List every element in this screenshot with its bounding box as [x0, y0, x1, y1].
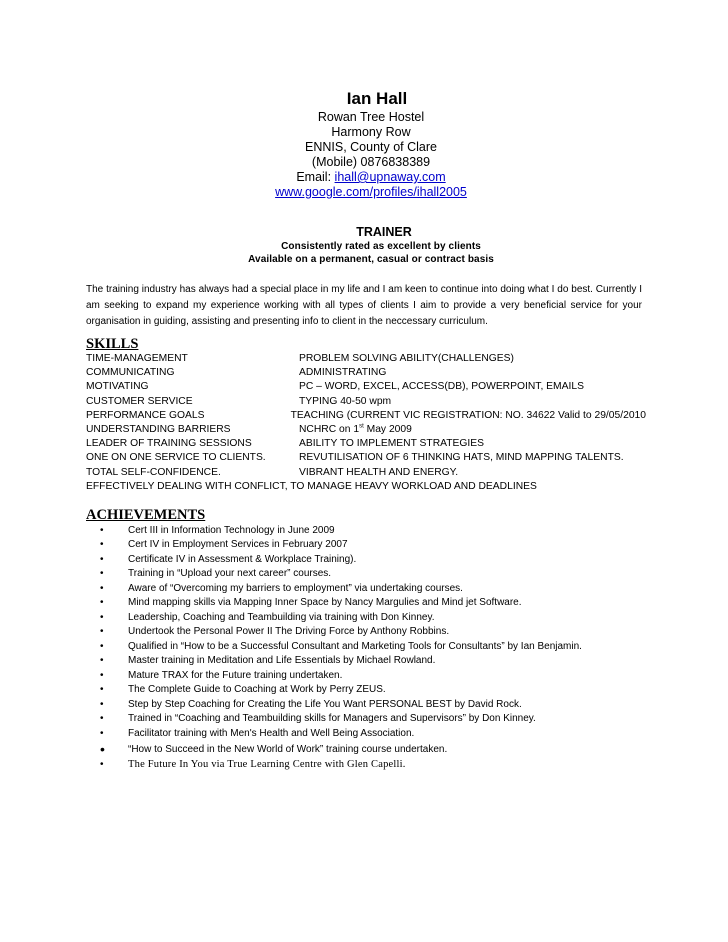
- list-item: • Training in “Upload your next career” courses.: [100, 568, 332, 580]
- bullet-icon: •: [100, 524, 104, 536]
- skills-row: [86, 466, 646, 480]
- bullet-icon: •: [100, 741, 105, 757]
- list-item: • The Complete Guide to Coaching at Work by Perry ZEUS.: [100, 684, 386, 696]
- skill-right: VIBRANT HEALTH AND ENERGY.: [299, 466, 459, 478]
- skills-row: [86, 380, 646, 394]
- achievements-list: [100, 523, 660, 772]
- list-item: • Undertook the Personal Power II The Driving Force by Anthony Robbins.: [100, 626, 450, 638]
- skill-left: PERFORMANCE GOALS: [86, 409, 205, 421]
- bullet-icon: •: [100, 727, 104, 739]
- list-item: • Qualified in “How to be a Successful Consultant and Marketing Tools for Consultants” by Ian Benjamin.: [100, 640, 582, 652]
- mobile-number: (Mobile) 0876838389: [311, 155, 431, 169]
- bullet-icon: •: [100, 553, 104, 565]
- bullet-icon: •: [100, 626, 104, 638]
- skill-left: CUSTOMER SERVICE: [86, 395, 193, 407]
- list-item: • Mind mapping skills via Mapping Inner Space by Nancy Margulies and Mind jet Software.: [100, 597, 522, 609]
- skill-left: UNDERSTANDING BARRIERS: [86, 424, 231, 436]
- contact-header: [258, 88, 484, 200]
- list-item: • Mature TRAX for the Future training undertaken.: [100, 669, 343, 681]
- skill-full: EFFECTIVELY DEALING WITH CONFLICT, TO MANAGE HEAVY WORKLOAD AND DEADLINES: [86, 480, 537, 492]
- skills-full-row: [86, 480, 646, 494]
- list-item: • Master training in Meditation and Life Essentials by Michael Rowland.: [100, 655, 436, 667]
- role-block: [230, 224, 512, 266]
- list-item: • Cert III in Information Technology in June 2009: [100, 524, 335, 536]
- candidate-name: Ian Hall: [346, 89, 408, 108]
- bullet-icon: •: [100, 539, 104, 551]
- achievements-heading: ACHIEVEMENTS: [86, 507, 206, 523]
- address-line-3: ENNIS, County of Clare: [305, 140, 437, 154]
- website-line: [258, 185, 484, 200]
- skill-left: MOTIVATING: [86, 381, 149, 393]
- list-item: • Trained in “Coaching and Teambuilding skills for Managers and Supervisors” by Don Kinney.: [100, 713, 536, 725]
- skills-row: [86, 352, 646, 366]
- role-title: TRAINER: [356, 225, 412, 239]
- skill-left: ONE ON ONE SERVICE TO CLIENTS.: [86, 452, 266, 464]
- email-line: [258, 170, 484, 185]
- bullet-icon: •: [100, 684, 104, 696]
- skill-right: TYPING 40-50 wpm: [299, 395, 392, 407]
- skill-left: COMMUNICATING: [86, 367, 175, 379]
- skill-left: LEADER OF TRAINING SESSIONS: [86, 438, 252, 450]
- skills-row: [86, 423, 646, 437]
- skills-row: [86, 366, 646, 380]
- bullet-icon: •: [100, 568, 104, 580]
- list-item: • Cert IV in Employment Services in February 2007: [100, 539, 348, 551]
- skills-list: [86, 352, 646, 494]
- skill-right: ADMINISTRATING: [299, 367, 387, 379]
- skills-heading: SKILLS: [86, 336, 139, 352]
- skill-right: ABILITY TO IMPLEMENT STRATEGIES: [299, 438, 485, 450]
- list-item: • Aware of “Overcoming my barriers to employment” via undertaking courses.: [100, 582, 463, 594]
- bullet-icon: •: [100, 597, 104, 609]
- skills-row: [86, 451, 646, 465]
- skills-row: [86, 409, 646, 423]
- skills-row: [86, 395, 646, 409]
- list-item: • The Future In You via True Learning Centre with Glen Capelli.: [100, 759, 406, 771]
- skill-right: NCHRC on 1st May 2009: [299, 423, 412, 436]
- bullet-icon: •: [100, 611, 104, 623]
- bullet-icon: •: [100, 713, 104, 725]
- skill-right: PC – WORD, EXCEL, ACCESS(DB), POWERPOINT, EMAILS: [299, 381, 584, 393]
- role-subtitle-2: Available on a permanent, casual or contract basis: [248, 254, 494, 265]
- list-item: • Step by Step Coaching for Creating the Life You Want PERSONAL BEST by David Rock.: [100, 698, 522, 710]
- skill-right: PROBLEM SOLVING ABILITY(CHALLENGES): [299, 353, 514, 364]
- skills-row: [86, 437, 646, 451]
- bullet-icon: •: [100, 698, 104, 710]
- role-subtitle-1: Consistently rated as excellent by clients: [281, 241, 481, 252]
- bullet-icon: •: [100, 759, 104, 771]
- email-label: Email:: [296, 170, 332, 184]
- bullet-icon: •: [100, 582, 104, 594]
- skill-right: TEACHING (CURRENT VIC REGISTRATION: NO. 34622 Valid to 29/05/2010: [290, 409, 646, 421]
- bullet-icon: •: [100, 669, 104, 681]
- list-item: • Certificate IV in Assessment & Workplace Training).: [100, 553, 357, 565]
- address-line-1: Rowan Tree Hostel: [317, 110, 425, 124]
- address-line-2: Harmony Row: [331, 125, 411, 139]
- list-item: • Facilitator training with Men's Health and Well Being Association.: [100, 727, 415, 739]
- list-item: • “How to Succeed in the New World of Work” training course undertaken.: [100, 741, 448, 757]
- bullet-icon: •: [100, 640, 104, 652]
- list-item: • Leadership, Coaching and Teambuilding via training with Don Kinney.: [100, 611, 435, 623]
- email-link[interactable]: ihall@upnaway.com: [334, 170, 446, 184]
- skill-right: REVUTILISATION OF 6 THINKING HATS, MIND MAPPING TALENTS.: [299, 452, 624, 464]
- intro-paragraph: The training industry has always had a special place in my life and I am keen to continue into doing what I do best. Currently I am seeking to expand my experience working with all types of clients I aim to provide a very beneficial service for your organisation in guiding, assisting and presenting info to client in the neccessary curriculum.: [86, 284, 642, 327]
- skill-left: TOTAL SELF-CONFIDENCE.: [86, 466, 221, 478]
- website-link[interactable]: www.google.com/profiles/ihall2005: [275, 185, 467, 199]
- skill-left: TIME-MANAGEMENT: [86, 353, 188, 364]
- bullet-icon: •: [100, 655, 104, 667]
